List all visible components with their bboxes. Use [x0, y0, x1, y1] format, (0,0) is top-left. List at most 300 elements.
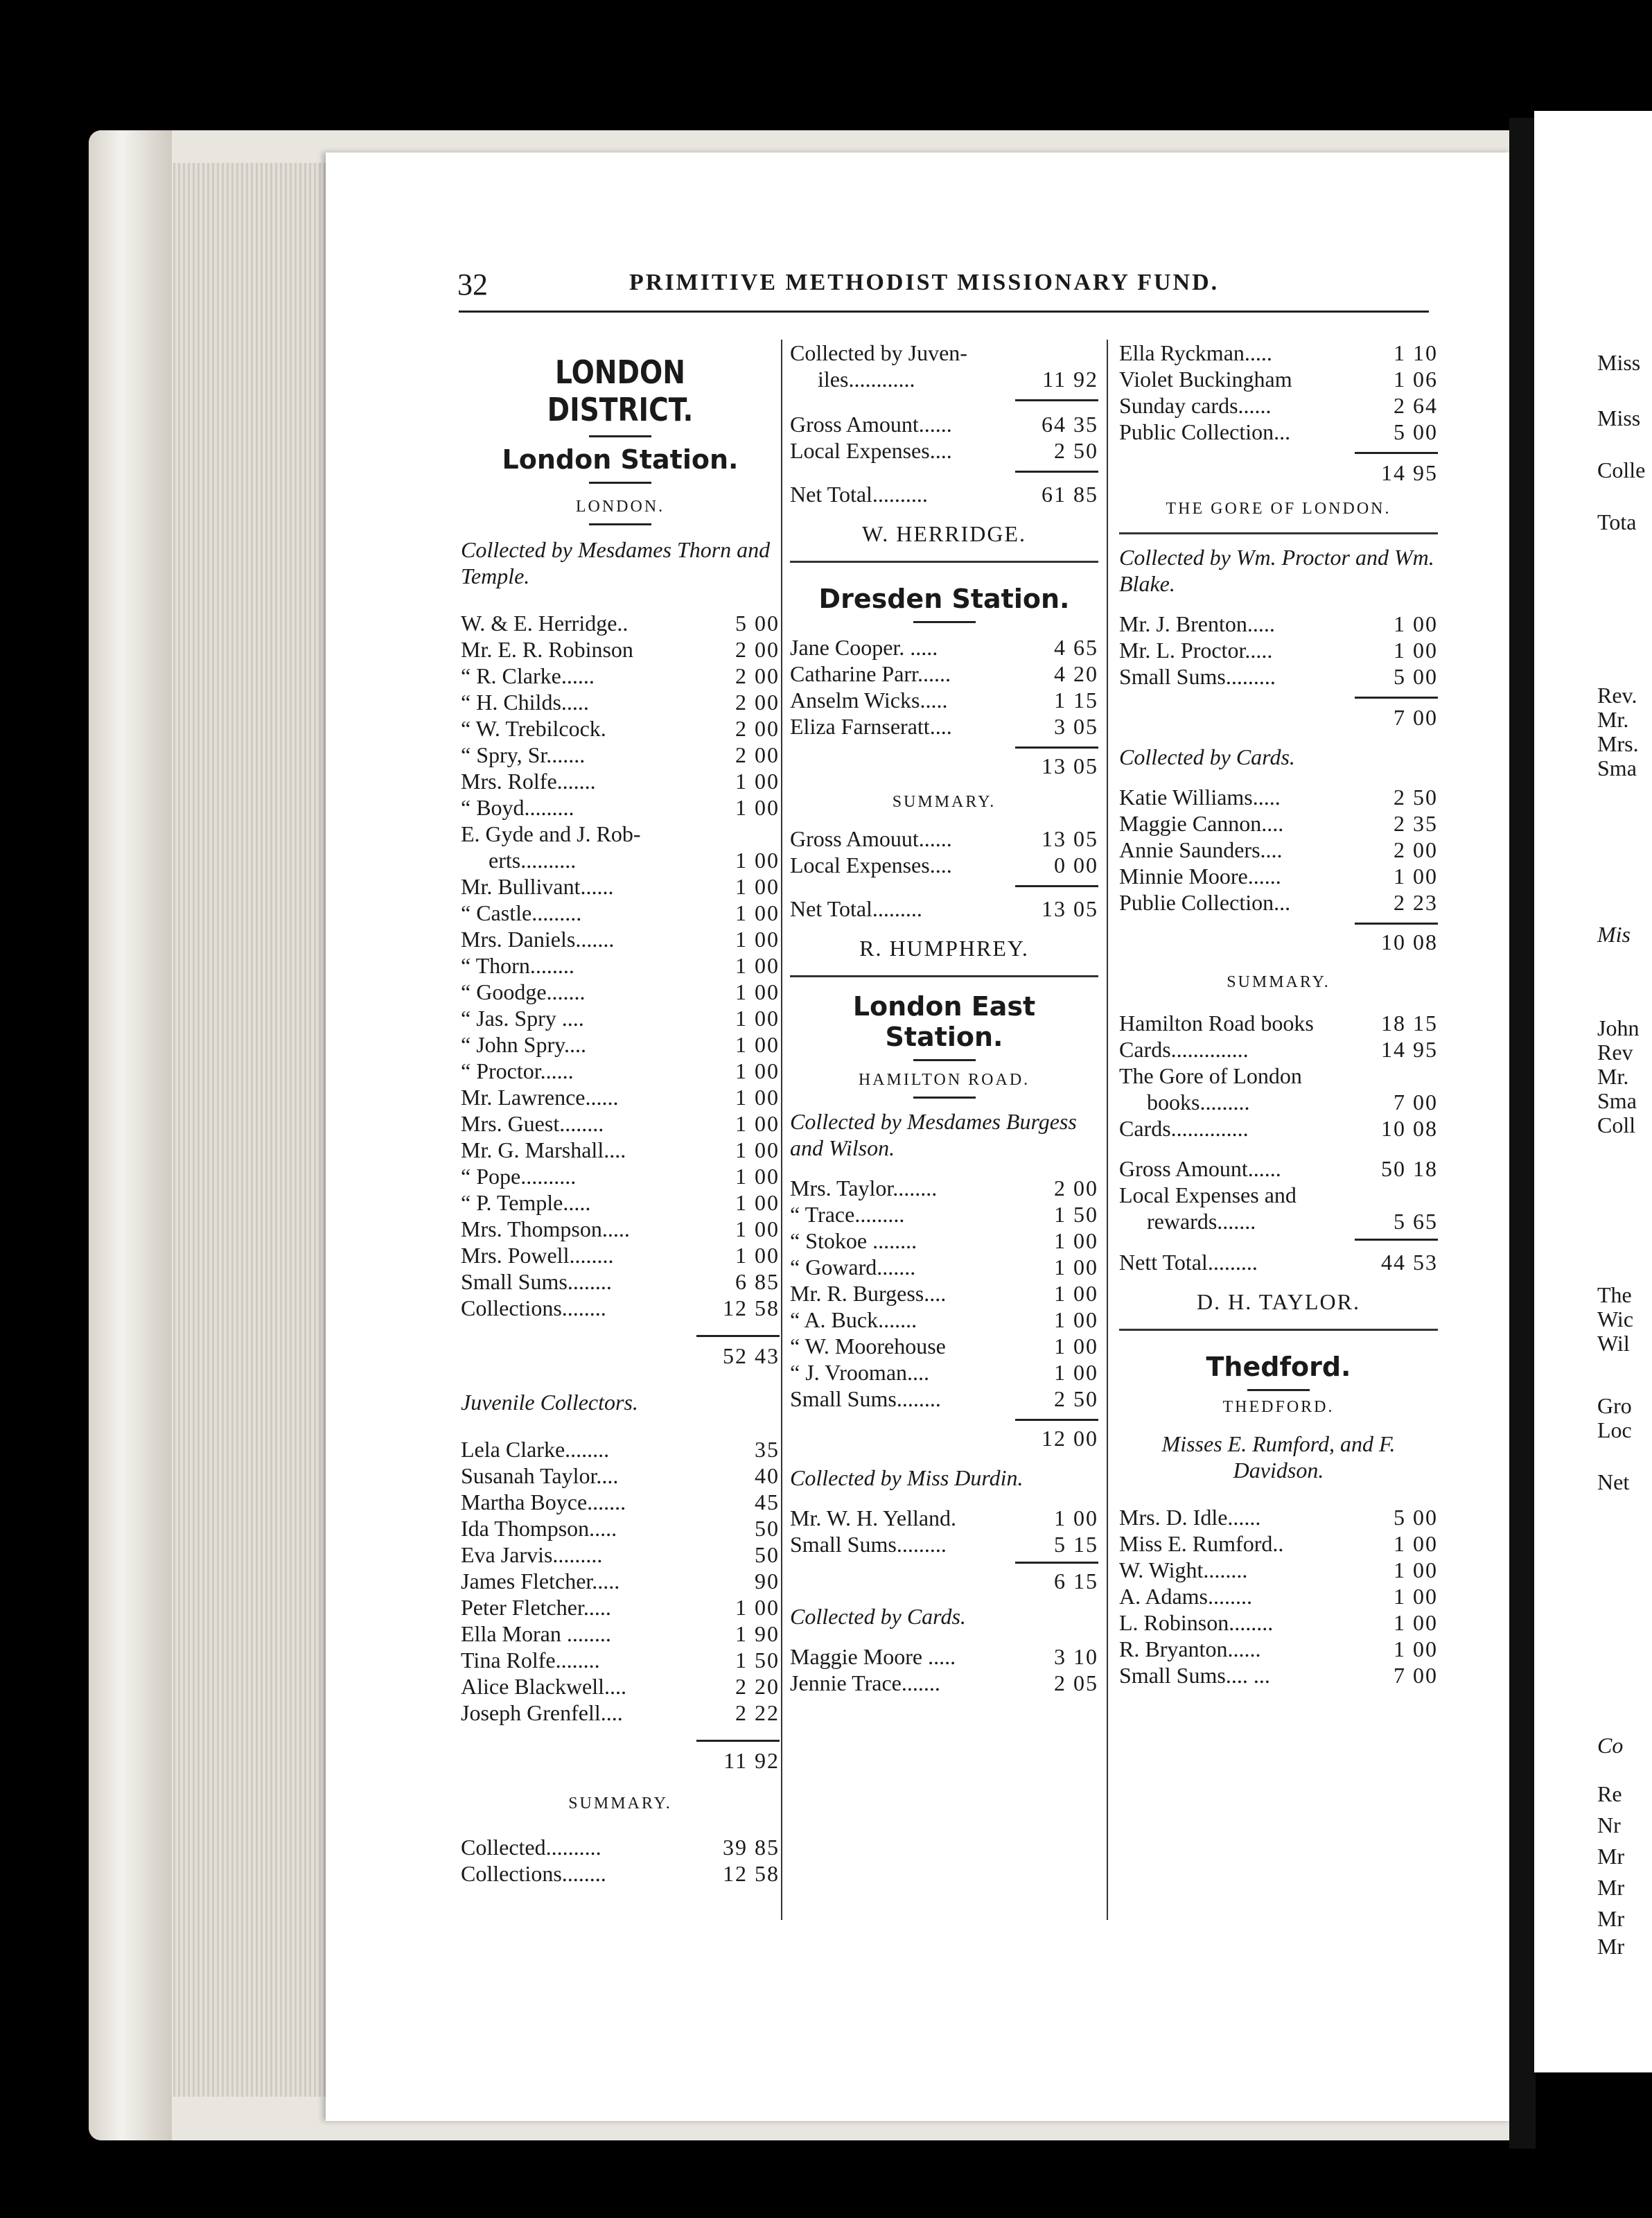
ledger-row [461, 1216, 780, 1242]
column-divider [1107, 340, 1108, 1920]
collected-by: Misses E. Rumford, and F. Davidson. [1161, 1431, 1396, 1483]
ledger-row [461, 768, 780, 794]
entry-name: Eliza Farnseratt.... [790, 714, 952, 739]
right-page-fragment: Tota [1597, 509, 1637, 534]
gore-total: 7 00 [1394, 705, 1438, 730]
ledger-row [461, 1647, 780, 1673]
entry-name: Anselm Wicks..... [790, 688, 948, 713]
entry-name: Alice Blackwell.... [461, 1674, 627, 1699]
ledger-row [790, 1531, 1098, 1557]
entry-name: Susanah Taylor.... [461, 1463, 619, 1488]
entry-name: Publie Collection... [1119, 890, 1291, 915]
entry-amount: 50 18 [1381, 1156, 1438, 1181]
right-page-fragment: The [1597, 1282, 1632, 1307]
ledger-row [461, 1031, 780, 1058]
entry-name: Cards.............. [1119, 1037, 1249, 1062]
entry-name: Joseph Grenfell.... [461, 1700, 623, 1725]
entry-amount: 2 20 [735, 1674, 780, 1699]
entry-amount: 12 58 [723, 1295, 780, 1320]
ledger-row [1119, 1504, 1438, 1530]
gross-list [1119, 1155, 1438, 1234]
ledger-row [461, 1568, 780, 1594]
ledger-row [1119, 1089, 1438, 1115]
ledger-row [461, 1673, 780, 1700]
right-page-fragment: Mrs. [1597, 731, 1639, 756]
ledger-row [790, 1643, 1098, 1670]
entry-amount: 1 00 [1054, 1228, 1098, 1253]
ledger-row [1119, 1208, 1438, 1234]
cards-total-row [1119, 929, 1438, 955]
juvenile-total: 11 92 [723, 1748, 780, 1773]
east-list [790, 1175, 1098, 1412]
entry-name: Local Expenses.... [790, 853, 952, 877]
entry-amount: 2 50 [1054, 438, 1098, 463]
entry-name: Katie Williams..... [1119, 785, 1281, 810]
east-total: 12 00 [1042, 1426, 1098, 1451]
ledger-row [1119, 1662, 1438, 1688]
entry-name: “ Goward....... [790, 1255, 916, 1280]
summary-heading: SUMMARY. [1227, 973, 1330, 991]
column-2 [790, 340, 1098, 1696]
entry-name: Sunday cards...... [1119, 393, 1272, 418]
ledger-row [1119, 784, 1438, 810]
entry-name: W. & E. Herridge.. [461, 611, 629, 636]
ledger-row [461, 1436, 780, 1462]
entry-name: “ J. Vrooman.... [790, 1360, 930, 1385]
gross-list [790, 411, 1098, 464]
signature: D. H. TAYLOR. [1197, 1289, 1360, 1314]
entry-amount: 1 10 [1394, 340, 1438, 365]
entry-name: “ W. Trebilcock. [461, 716, 606, 741]
ledger-row [461, 821, 780, 847]
ledger-row [461, 1268, 780, 1295]
entry-name: Mrs. Guest........ [461, 1111, 604, 1136]
entry-amount: 5 15 [1054, 1532, 1098, 1557]
ledger-row [461, 1189, 780, 1216]
entry-name: “ Goodge....... [461, 979, 586, 1004]
ledger-row [1119, 863, 1438, 889]
sum-rule [1015, 1562, 1098, 1564]
ledger-row [790, 852, 1098, 878]
right-page-fragment: Mr. [1597, 707, 1629, 732]
entry-name: Lela Clarke........ [461, 1437, 610, 1462]
entry-name: Mrs. D. Idle...... [1119, 1505, 1261, 1530]
entry-name: Net Total......... [790, 896, 922, 921]
entry-amount: 1 15 [1054, 688, 1098, 713]
entry-amount: 2 00 [1054, 1176, 1098, 1200]
entry-amount: 2 64 [1394, 393, 1438, 418]
entry-amount: 1 00 [735, 848, 780, 873]
durdin-total-row [790, 1568, 1098, 1594]
ledger-row [790, 1333, 1098, 1359]
ledger-row [790, 634, 1098, 661]
divider [913, 1097, 976, 1099]
ledger-row [790, 481, 1098, 507]
entry-name: Mrs. Powell........ [461, 1243, 614, 1268]
ledger-row [461, 794, 780, 821]
ledger-row [790, 1359, 1098, 1386]
ledger-row [461, 952, 780, 979]
entry-name: Mrs. Taylor........ [790, 1176, 938, 1200]
right-page-fragment: Co [1597, 1733, 1624, 1758]
entry-name: Local Expenses and [1119, 1182, 1297, 1207]
entry-name: Gross Amount...... [1119, 1156, 1281, 1181]
district-heading: LONDON DISTRICT. [547, 353, 694, 428]
entry-amount: 1 00 [1394, 1531, 1438, 1556]
summary-list [1119, 1010, 1438, 1142]
right-page-fragment: Coll [1597, 1112, 1636, 1137]
entry-amount: 1 00 [1394, 1610, 1438, 1635]
entry-name: “ A. Buck....... [790, 1307, 917, 1332]
ledger-row [790, 411, 1098, 437]
ledger-row [790, 661, 1098, 687]
total-amount: 52 43 [723, 1343, 780, 1368]
collected-by: Collected by Wm. Proctor and Wm. Blake. [1119, 545, 1434, 596]
ledger-row [790, 437, 1098, 464]
entry-amount: 4 65 [1054, 635, 1098, 660]
ledger-row [461, 1594, 780, 1621]
thedford-list [1119, 1504, 1438, 1688]
entry-amount: 5 00 [1394, 1505, 1438, 1530]
column-1 [461, 340, 780, 1887]
right-page-fragment: Miss [1597, 405, 1641, 430]
column-3 [1119, 340, 1438, 1688]
entry-name: Tina Rolfe........ [461, 1648, 600, 1673]
entry-name: Minnie Moore...... [1119, 864, 1281, 889]
ledger-row [461, 900, 780, 926]
entry-name: A. Adams........ [1119, 1584, 1252, 1609]
section-rule [1119, 532, 1438, 534]
ledger-row [461, 847, 780, 873]
entries-list [461, 610, 780, 1321]
entry-amount: 4 20 [1054, 661, 1098, 686]
entry-amount: 2 00 [735, 663, 780, 688]
right-page-fragment: Net [1597, 1469, 1630, 1494]
entry-amount: 7 00 [1394, 1663, 1438, 1688]
dresden-total: 13 05 [1042, 753, 1098, 778]
entry-name: Small Sums......... [790, 1532, 947, 1557]
entry-amount: 18 15 [1381, 1011, 1438, 1036]
ledger-row [461, 636, 780, 663]
nett-total [1119, 1249, 1438, 1275]
entry-name: W. Wight........ [1119, 1557, 1248, 1582]
entry-name: “ Thorn........ [461, 953, 574, 978]
east-total-row [790, 1425, 1098, 1451]
entry-name: Mr. E. R. Robinson [461, 637, 633, 662]
entry-name: Local Expenses.... [790, 438, 952, 463]
right-page-fragment: Rev [1597, 1040, 1633, 1065]
cards-total: 10 08 [1381, 929, 1438, 954]
ledger-row [461, 1489, 780, 1515]
ledger-row [1119, 1036, 1438, 1063]
entry-amount: 2 00 [735, 716, 780, 741]
right-page-fragment: Nr [1597, 1813, 1621, 1837]
entry-amount: 12 58 [723, 1861, 780, 1886]
ledger-row [790, 1254, 1098, 1280]
entry-amount: 61 85 [1042, 482, 1098, 507]
section-rule [790, 561, 1098, 563]
sum-rule [1015, 471, 1098, 473]
sum-rule [1355, 1239, 1438, 1241]
entry-amount: 1 00 [735, 874, 780, 899]
entry-amount: 7 00 [1394, 1090, 1438, 1115]
divider [589, 482, 651, 484]
ledger-row [1119, 366, 1438, 392]
entry-amount: 40 [755, 1463, 780, 1488]
ledger-row [461, 1110, 780, 1137]
entry-amount: 5 00 [735, 611, 780, 636]
ledger-row [461, 979, 780, 1005]
cards-list [1119, 784, 1438, 916]
entry-name: Mrs. Thompson..... [461, 1216, 630, 1241]
entry-amount: 1 00 [735, 1164, 780, 1189]
right-page-fragment: Wil [1597, 1331, 1630, 1356]
entry-name: Mr. R. Burgess.... [790, 1281, 947, 1306]
summary-list [461, 1834, 780, 1887]
right-page-fragment: Mr. [1597, 1064, 1629, 1089]
summary-heading: SUMMARY. [568, 1795, 672, 1813]
entry-amount: 1 00 [735, 979, 780, 1004]
place-heading: LONDON. [575, 498, 665, 516]
entry-name: Small Sums........ [790, 1386, 941, 1411]
entry-amount: 5 65 [1394, 1209, 1438, 1234]
right-page-fragment: Sma [1597, 756, 1637, 780]
ledger-row [790, 340, 1098, 366]
ledger-row [1119, 392, 1438, 419]
column-divider [781, 340, 782, 1920]
place-heading: THEDFORD. [1222, 1398, 1335, 1416]
ledger-row [461, 1163, 780, 1189]
book-gutter [1509, 118, 1536, 2149]
entry-amount: 1 00 [735, 1595, 780, 1620]
entry-amount: 14 95 [1381, 1037, 1438, 1062]
ledger-row [1119, 837, 1438, 863]
ledger-row [461, 1295, 780, 1321]
entry-name: “ John Spry.... [461, 1032, 587, 1057]
entry-amount: 45 [755, 1490, 780, 1514]
right-page-fragment: Mis [1597, 922, 1631, 947]
ledger-row [790, 1505, 1098, 1531]
page-number: 32 [457, 268, 488, 302]
entry-amount: 2 50 [1054, 1386, 1098, 1411]
ledger-row [1119, 1115, 1438, 1142]
summary-heading: SUMMARY. [892, 793, 996, 811]
sum-rule [1015, 746, 1098, 749]
entry-amount: 1 00 [735, 927, 780, 952]
entry-name: “ Proctor...... [461, 1058, 574, 1083]
entry-name: Jennie Trace....... [790, 1670, 940, 1695]
ledger-row [1119, 1609, 1438, 1636]
entry-name: rewards....... [1147, 1209, 1256, 1234]
dresden-net [790, 896, 1098, 922]
divider [589, 435, 651, 437]
entry-amount: 2 00 [735, 742, 780, 767]
divider [913, 621, 976, 623]
entry-amount: 1 00 [1054, 1360, 1098, 1385]
entry-name: Martha Boyce....... [461, 1490, 626, 1514]
entry-name: Mr. W. H. Yelland. [790, 1505, 957, 1530]
page-header [457, 267, 1441, 308]
entry-name: Mr. Lawrence...... [461, 1085, 619, 1110]
dresden-total-row [790, 753, 1098, 779]
ledger-row [790, 1307, 1098, 1333]
entry-name: “ Spry, Sr....... [461, 742, 586, 767]
ledger-row [790, 1670, 1098, 1696]
divider [913, 1059, 976, 1061]
entry-name: Small Sums........ [461, 1269, 612, 1294]
entry-amount: 2 50 [1394, 785, 1438, 810]
divider [1247, 1389, 1310, 1391]
entry-name: “ Boyd......... [461, 795, 574, 820]
header-rule [459, 311, 1429, 313]
entry-name: “ W. Moorehouse [790, 1334, 946, 1359]
ledger-row [790, 1280, 1098, 1307]
dresden-summary [790, 826, 1098, 878]
entry-name: Mrs. Daniels....... [461, 927, 615, 952]
entry-name: Nett Total......... [1119, 1250, 1258, 1275]
sum-rule [1355, 452, 1438, 454]
entry-name: Small Sums.... ... [1119, 1663, 1270, 1688]
total-row [461, 1343, 780, 1369]
net-total [790, 481, 1098, 507]
right-page-fragment: John [1597, 1015, 1640, 1040]
sum-rule [696, 1335, 780, 1337]
entry-amount: 1 50 [1054, 1202, 1098, 1227]
entry-amount: 1 00 [735, 795, 780, 820]
right-page-fragment: Mr [1597, 1875, 1625, 1900]
section-rule [790, 975, 1098, 977]
ledger-row [461, 1700, 780, 1726]
ledger-row [1119, 1636, 1438, 1662]
ledger-row [1119, 1249, 1438, 1275]
right-page-fragment: Wic [1597, 1307, 1634, 1331]
entry-amount: 5 00 [1394, 419, 1438, 444]
ledger-row [1119, 340, 1438, 366]
entry-name: James Fletcher..... [461, 1569, 620, 1593]
ledger-row [790, 713, 1098, 740]
ledger-row [461, 689, 780, 715]
ledger-row [1119, 810, 1438, 837]
entry-amount: 3 05 [1054, 714, 1098, 739]
ledger-row [1119, 889, 1438, 916]
entry-name: Ida Thompson..... [461, 1516, 617, 1541]
entry-name: Annie Saunders.... [1119, 837, 1283, 862]
ledger-row [461, 1242, 780, 1268]
place-heading: HAMILTON ROAD. [858, 1071, 1030, 1089]
entry-amount: 11 92 [1042, 367, 1098, 392]
ledger-row [1119, 1063, 1438, 1089]
ledger-row [1119, 1155, 1438, 1182]
entry-amount: 44 53 [1381, 1250, 1438, 1275]
entry-amount: 0 00 [1054, 853, 1098, 877]
section-rule [1119, 1329, 1438, 1331]
gore-total-row [1119, 704, 1438, 731]
juvenile-list [461, 1436, 780, 1726]
entry-name: Net Total.......... [790, 482, 928, 507]
entry-amount: 2 35 [1394, 811, 1438, 836]
ledger-row [1119, 1583, 1438, 1609]
durdin-heading: Collected by Miss Durdin. [790, 1465, 1023, 1490]
ledger-row [790, 1228, 1098, 1254]
entry-amount: 1 00 [735, 1032, 780, 1057]
entry-amount: 2 00 [1394, 837, 1438, 862]
right-page-fragment: Miss [1597, 350, 1641, 375]
entry-name: “ P. Temple..... [461, 1190, 591, 1215]
entry-name: “ Stokoe ........ [790, 1228, 917, 1253]
entry-amount: 2 22 [735, 1700, 780, 1725]
entry-amount: 1 00 [1394, 1557, 1438, 1582]
entry-name: Maggie Cannon.... [1119, 811, 1284, 836]
ledger-row [1119, 637, 1438, 663]
entry-name: “ Castle......... [461, 900, 582, 925]
entry-name: Eva Jarvis......... [461, 1542, 603, 1567]
entry-amount: 1 00 [735, 900, 780, 925]
entry-name: erts.......... [489, 848, 577, 873]
ledger-row [1119, 1182, 1438, 1208]
entry-name: Cards.............. [1119, 1116, 1249, 1141]
east-heading: London East Station. [852, 991, 1036, 1052]
entry-amount: 2 00 [735, 690, 780, 715]
right-page-fragment: Rev. [1597, 683, 1637, 708]
entry-amount: 1 00 [735, 1216, 780, 1241]
entry-amount: 39 85 [723, 1835, 780, 1860]
ledger-row [461, 742, 780, 768]
ledger-row [790, 1386, 1098, 1412]
ledger-row [1119, 1557, 1438, 1583]
right-page-fragment: Sma [1597, 1088, 1637, 1113]
entry-amount: 1 00 [735, 953, 780, 978]
ledger-row [461, 1834, 780, 1860]
entry-name: Collected.......... [461, 1835, 601, 1860]
entry-amount: 5 00 [1394, 664, 1438, 689]
right-page-fragment: Mr [1597, 1844, 1625, 1869]
collected-by: Collected by Mesdames Burgess and Wilson. [790, 1109, 1077, 1160]
ledger-row [790, 1201, 1098, 1228]
collected-by: Collected by Mesdames Thorn and Temple. [461, 537, 771, 588]
entry-name: The Gore of London [1119, 1063, 1302, 1088]
entry-name: “ R. Clarke...... [461, 663, 595, 688]
entry-amount: 3 10 [1054, 1644, 1098, 1669]
entry-amount: 10 08 [1381, 1116, 1438, 1141]
right-page-fragment: Gro [1597, 1393, 1632, 1418]
entry-amount: 1 00 [1054, 1505, 1098, 1530]
entry-name: “ Pope.......... [461, 1164, 577, 1189]
ledger-row [461, 1542, 780, 1568]
entry-amount: 1 00 [735, 1111, 780, 1136]
entry-name: Mr. J. Brenton..... [1119, 611, 1275, 636]
entry-amount: 1 00 [1394, 638, 1438, 663]
book-spine [89, 130, 172, 2140]
ledger-row [790, 1175, 1098, 1201]
entry-amount: 1 00 [1054, 1307, 1098, 1332]
entry-name: Ella Ryckman..... [1119, 340, 1272, 365]
entry-name: Catharine Parr...... [790, 661, 951, 686]
juvenile-transfer [790, 340, 1098, 392]
entry-amount: 35 [755, 1437, 780, 1462]
entry-name: Miss E. Rumford.. [1119, 1531, 1284, 1556]
entry-name: Collections........ [461, 1861, 606, 1886]
entry-amount: 1 06 [1394, 367, 1438, 392]
thedford-heading: Thedford. [1206, 1352, 1351, 1382]
entry-name: “ H. Childs..... [461, 690, 589, 715]
durdin-list [790, 1505, 1098, 1557]
right-page-fragment: Mr [1597, 1934, 1625, 1959]
entry-name: R. Bryanton...... [1119, 1636, 1261, 1661]
entry-name: Mr. Bullivant...... [461, 874, 614, 899]
entry-amount: 90 [755, 1569, 780, 1593]
entry-amount: 1 00 [735, 1085, 780, 1110]
entry-amount: 1 50 [735, 1648, 780, 1673]
